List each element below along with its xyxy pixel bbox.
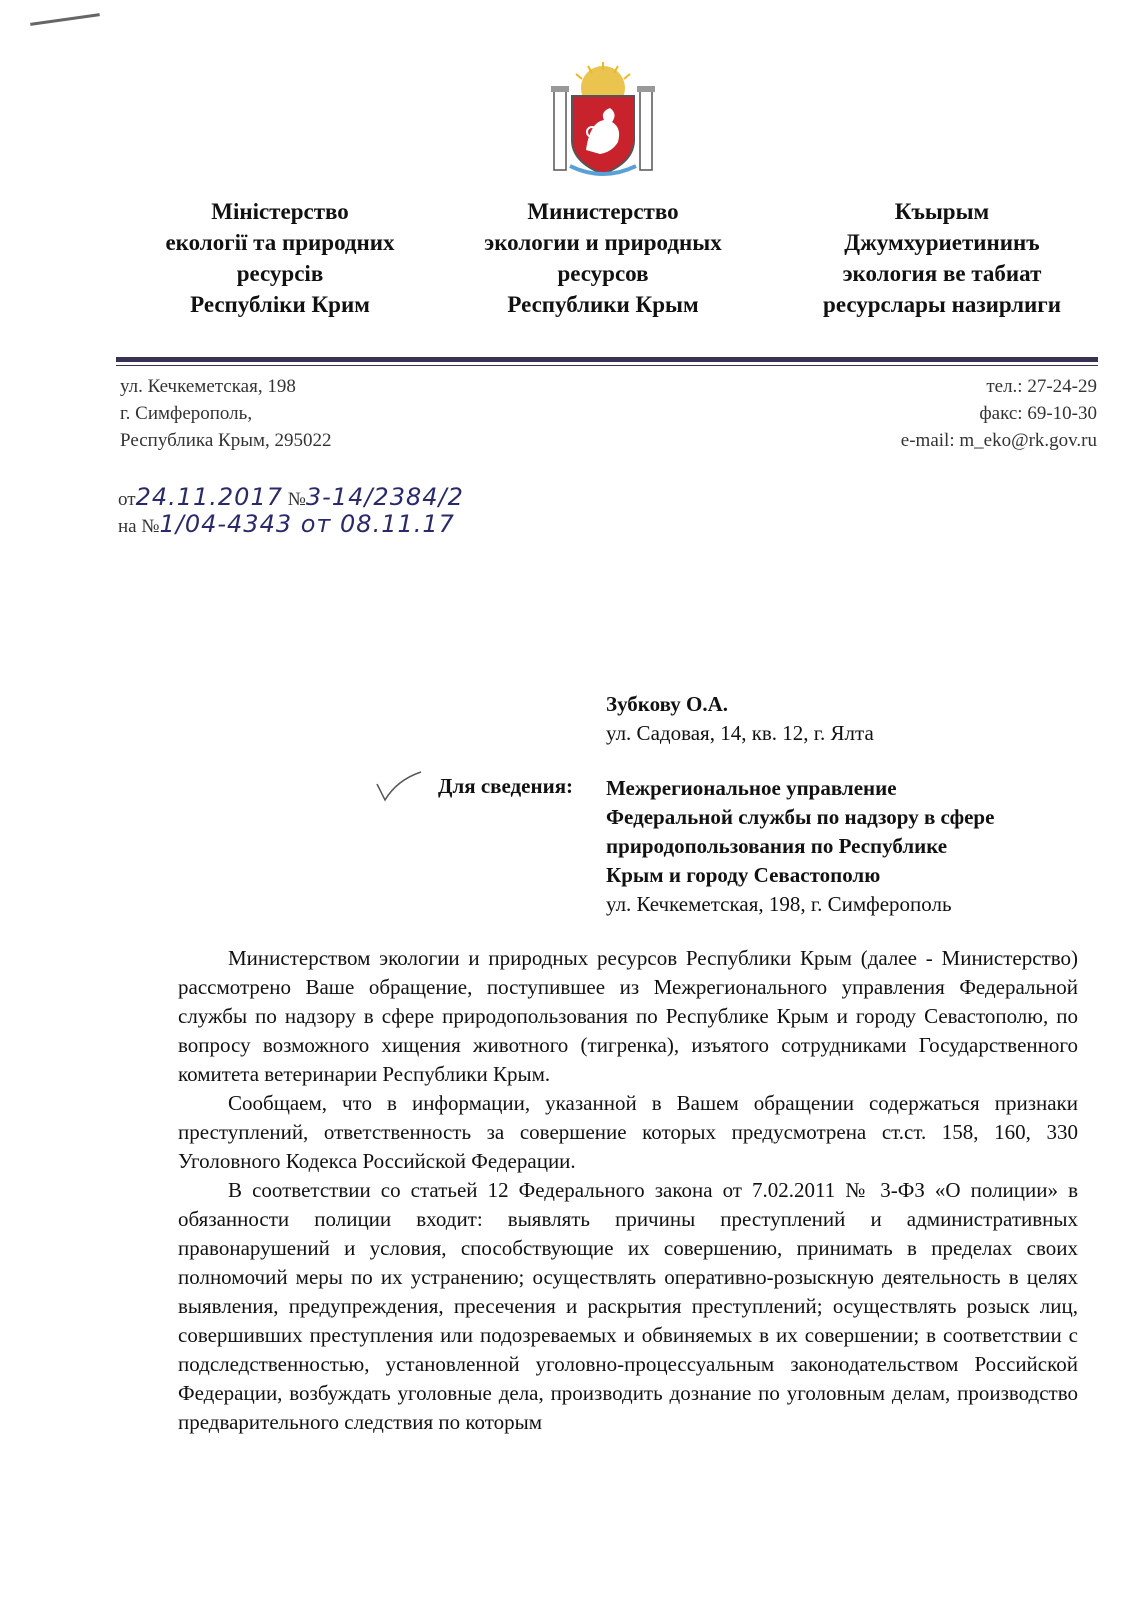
ministry-contacts: тел.: 27-24-29 факс: 69-10-30 e-mail: m_eko@rk.gov.ru (900, 376, 1097, 451)
recipient-block (606, 690, 874, 748)
crimea-coat-of-arms-icon (548, 62, 658, 180)
letter-body (178, 944, 1078, 1437)
handwritten-date: 24.11.2017 (135, 483, 283, 511)
recipient-address: ул. Садовая, 14, кв. 12, г. Ялта (606, 721, 874, 745)
ministry-name-ukrainian: Міністерство екології та природних ресурсів Республіки Крим (165, 199, 395, 317)
ministry-name-russian: Министерство экологии и природных ресурсов Республики Крым (484, 199, 722, 317)
handwritten-check-icon (375, 770, 425, 804)
ministry-address: ул. Кечкеметская, 198 г. Симферополь, Республика Крым, 295022 (120, 376, 332, 451)
scan-artifact (30, 13, 100, 26)
cc-block: Межрегиональное управление Федеральной службы по надзору в сфере природопользования по Республике Крым и городу Севастополю ул. Кечкеметская, 198, г. Симферополь (606, 774, 1076, 919)
body-paragraph: В соответствии со статьей 12 Федерального закона от 7.02.2011 № 3-ФЗ «О полиции» в обязанности полиции входит: выявлять причины преступлений и административных правонарушений и условия, способствующие их совершению, принимать в пределах своих полномочий меры по их устранению; осуществлять оперативно-розыскную деятельность в целях выявления, предупреждения, пресечения и раскрытия преступлений; осуществлять розыск лиц, совершивших преступления или подозреваемых и обвиняемых в их совершении; в соответствии с подследственностью, установленной уголовно-процессуальным законодательством Российской Федерации, возбуждать уголовные дела, производить дознание по уголовным делам, производство предварительного следствия по которым (178, 1178, 1078, 1434)
handwritten-incoming-number: 1/04-4343 от 08.11.17 (159, 510, 455, 538)
outgoing-reference: от24.11.2017 №3-14/2384/2 (118, 483, 464, 511)
incoming-reference: на №1/04-4343 от 08.11.17 (118, 510, 455, 538)
recipient-name: Зубкову О.А. (606, 692, 728, 716)
cc-label: Для сведения: (438, 774, 574, 798)
body-paragraph: Сообщаем, что в информации, указанной в Вашем обращении содержаться признаки преступлений, ответственность за совершение которых предусмотрена ст.ст. 158, 160, 330 Уголовного Кодекса Российской Федерации. (178, 1091, 1078, 1173)
cc-address: ул. Кечкеметская, 198, г. Симферополь (606, 892, 952, 916)
body-paragraph: Министерством экологии и природных ресурсов Республики Крым (далее - Министерство) рассмотрено Ваше обращение, поступившее из Межрегионального управления Федеральной службы по надзору в сфере природопользования по Республике Крым и городу Севастополю, по вопросу возможного хищения животного (тигренка), изъятого сотрудниками Государственного комитета ветеринарии Республики Крым. (178, 946, 1078, 1086)
header-divider-thick (116, 357, 1098, 362)
ministry-name-crimean-tatar: Къырым Джумхуриетининъ экология ве табиат ресурслары назирлиги (823, 199, 1061, 317)
handwritten-number: 3-14/2384/2 (305, 483, 464, 511)
header-divider-thin (116, 365, 1098, 366)
